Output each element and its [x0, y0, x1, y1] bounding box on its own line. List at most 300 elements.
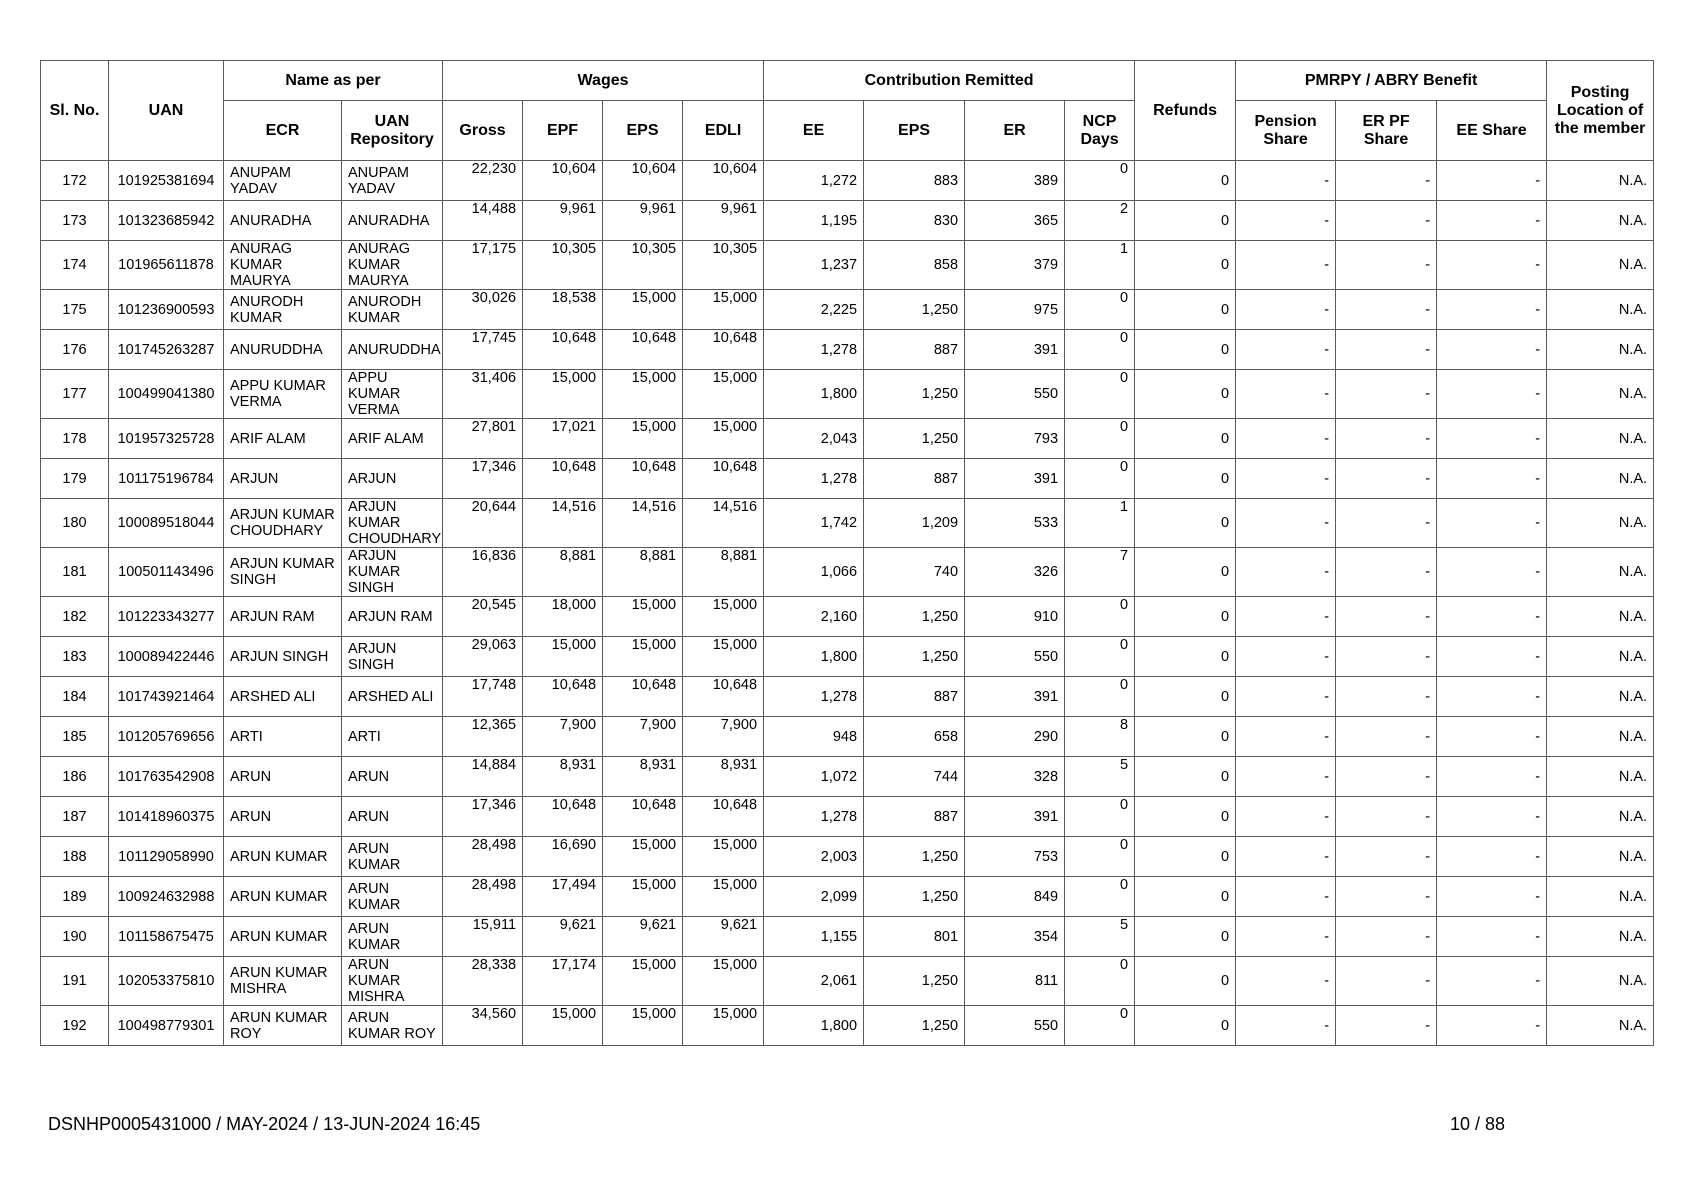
header-pension-share: Pension Share: [1236, 101, 1336, 161]
cell-ncp-days: 0: [1065, 677, 1135, 717]
cell-ee-share: -: [1437, 597, 1547, 637]
cell-sl-no: 188: [41, 837, 109, 877]
cell-er-pf-share: -: [1336, 877, 1437, 917]
cell-ecr-name: ARJUN RAM: [224, 597, 342, 637]
cell-epf: 18,000: [523, 597, 603, 637]
cell-epf: 17,494: [523, 877, 603, 917]
header-uan: UAN: [109, 61, 224, 161]
cell-sl-no: 183: [41, 637, 109, 677]
cell-ee: 1,272: [764, 161, 864, 201]
cell-uan-repository-name: ARUN KUMAR: [342, 877, 443, 917]
cell-pension-share: -: [1236, 330, 1336, 370]
cell-eps: 10,305: [603, 241, 683, 290]
cell-edli: 15,000: [683, 837, 764, 877]
cell-ncp-days: 0: [1065, 330, 1135, 370]
cell-uan: 100924632988: [109, 877, 224, 917]
cell-refunds: 0: [1135, 161, 1236, 201]
footer-document-reference: DSNHP0005431000 / MAY-2024 / 13-JUN-2024 16:45: [48, 1114, 481, 1134]
cell-eps: 15,000: [603, 290, 683, 330]
cell-ee-share: -: [1437, 917, 1547, 957]
cell-ncp-days: 0: [1065, 957, 1135, 1006]
cell-epf: 14,516: [523, 499, 603, 548]
cell-ee-share: -: [1437, 419, 1547, 459]
cell-ee: 1,237: [764, 241, 864, 290]
cell-ee: 1,800: [764, 1006, 864, 1046]
cell-gross: 14,488: [443, 201, 523, 241]
cell-posting-location: N.A.: [1547, 290, 1654, 330]
cell-ee: 1,278: [764, 677, 864, 717]
cell-uan-repository-name: APPU KUMAR VERMA: [342, 370, 443, 419]
cell-ee-share: -: [1437, 677, 1547, 717]
cell-er-pf-share: -: [1336, 677, 1437, 717]
cell-pension-share: -: [1236, 161, 1336, 201]
cell-ee: 2,225: [764, 290, 864, 330]
cell-ncp-days: 8: [1065, 717, 1135, 757]
cell-posting-location: N.A.: [1547, 330, 1654, 370]
cell-epf: 7,900: [523, 717, 603, 757]
cell-eps: 9,961: [603, 201, 683, 241]
cell-ee: 1,278: [764, 797, 864, 837]
cell-epf: 9,621: [523, 917, 603, 957]
header-contribution-remitted: Contribution Remitted: [764, 61, 1135, 101]
cell-refunds: 0: [1135, 499, 1236, 548]
cell-posting-location: N.A.: [1547, 419, 1654, 459]
cell-ee: 1,800: [764, 637, 864, 677]
cell-ecr-name: ANURADHA: [224, 201, 342, 241]
cell-uan-repository-name: ARUN KUMAR ROY: [342, 1006, 443, 1046]
cell-gross: 17,745: [443, 330, 523, 370]
cell-pension-share: -: [1236, 548, 1336, 597]
cell-eps-contribution: 883: [864, 161, 965, 201]
cell-uan-repository-name: ARJUN KUMAR SINGH: [342, 548, 443, 597]
cell-ee-share: -: [1437, 459, 1547, 499]
cell-epf: 9,961: [523, 201, 603, 241]
cell-epf: 8,881: [523, 548, 603, 597]
cell-uan-repository-name: ARUN: [342, 797, 443, 837]
cell-eps: 14,516: [603, 499, 683, 548]
cell-ecr-name: ARUN KUMAR: [224, 917, 342, 957]
cell-ecr-name: ARUN KUMAR: [224, 877, 342, 917]
cell-uan: 101236900593: [109, 290, 224, 330]
cell-sl-no: 192: [41, 1006, 109, 1046]
cell-er: 379: [965, 241, 1065, 290]
cell-er-pf-share: -: [1336, 637, 1437, 677]
cell-epf: 15,000: [523, 637, 603, 677]
cell-edli: 15,000: [683, 290, 764, 330]
cell-posting-location: N.A.: [1547, 917, 1654, 957]
cell-er: 753: [965, 837, 1065, 877]
cell-epf: 18,538: [523, 290, 603, 330]
cell-edli: 9,961: [683, 201, 764, 241]
cell-uan: 101129058990: [109, 837, 224, 877]
cell-eps-contribution: 801: [864, 917, 965, 957]
cell-ee-share: -: [1437, 370, 1547, 419]
cell-refunds: 0: [1135, 917, 1236, 957]
cell-ee: 2,043: [764, 419, 864, 459]
table-row: [41, 459, 1654, 499]
cell-pension-share: -: [1236, 597, 1336, 637]
table-row: [41, 957, 1654, 1006]
cell-epf: 10,648: [523, 330, 603, 370]
cell-er-pf-share: -: [1336, 917, 1437, 957]
cell-pension-share: -: [1236, 797, 1336, 837]
cell-posting-location: N.A.: [1547, 161, 1654, 201]
cell-pension-share: -: [1236, 290, 1336, 330]
cell-ecr-name: ARJUN KUMAR CHOUDHARY: [224, 499, 342, 548]
cell-ncp-days: 0: [1065, 597, 1135, 637]
cell-ncp-days: 0: [1065, 290, 1135, 330]
cell-ecr-name: ARJUN KUMAR SINGH: [224, 548, 342, 597]
cell-ncp-days: 0: [1065, 459, 1135, 499]
cell-pension-share: -: [1236, 917, 1336, 957]
cell-refunds: 0: [1135, 370, 1236, 419]
cell-er: 811: [965, 957, 1065, 1006]
cell-ee: 2,099: [764, 877, 864, 917]
cell-edli: 10,604: [683, 161, 764, 201]
cell-sl-no: 191: [41, 957, 109, 1006]
cell-ee: 1,278: [764, 459, 864, 499]
cell-refunds: 0: [1135, 957, 1236, 1006]
cell-pension-share: -: [1236, 637, 1336, 677]
cell-uan: 101743921464: [109, 677, 224, 717]
cell-er-pf-share: -: [1336, 241, 1437, 290]
cell-eps-contribution: 830: [864, 201, 965, 241]
cell-sl-no: 182: [41, 597, 109, 637]
cell-ee-share: -: [1437, 241, 1547, 290]
cell-ncp-days: 0: [1065, 797, 1135, 837]
header-wages: Wages: [443, 61, 764, 101]
cell-pension-share: -: [1236, 757, 1336, 797]
cell-ee-share: -: [1437, 797, 1547, 837]
cell-eps: 15,000: [603, 370, 683, 419]
cell-er-pf-share: -: [1336, 717, 1437, 757]
cell-sl-no: 190: [41, 917, 109, 957]
cell-ecr-name: ANURAG KUMAR MAURYA: [224, 241, 342, 290]
cell-uan: 101763542908: [109, 757, 224, 797]
cell-posting-location: N.A.: [1547, 241, 1654, 290]
cell-ecr-name: ARUN KUMAR ROY: [224, 1006, 342, 1046]
cell-er-pf-share: -: [1336, 161, 1437, 201]
header-gross: Gross: [443, 101, 523, 161]
cell-er-pf-share: -: [1336, 290, 1437, 330]
cell-ncp-days: 1: [1065, 241, 1135, 290]
cell-eps: 15,000: [603, 837, 683, 877]
table-row: [41, 201, 1654, 241]
table-row: [41, 757, 1654, 797]
cell-ee-share: -: [1437, 877, 1547, 917]
cell-eps-contribution: 887: [864, 677, 965, 717]
cell-sl-no: 178: [41, 419, 109, 459]
cell-refunds: 0: [1135, 797, 1236, 837]
cell-ecr-name: ARTI: [224, 717, 342, 757]
cell-er-pf-share: -: [1336, 797, 1437, 837]
cell-ecr-name: ANURUDDHA: [224, 330, 342, 370]
cell-refunds: 0: [1135, 877, 1236, 917]
header-er-pf-share: ER PF Share: [1336, 101, 1437, 161]
cell-uan: 101418960375: [109, 797, 224, 837]
cell-uan-repository-name: ARTI: [342, 717, 443, 757]
cell-ecr-name: ARUN: [224, 797, 342, 837]
header-edli: EDLI: [683, 101, 764, 161]
cell-er-pf-share: -: [1336, 757, 1437, 797]
cell-sl-no: 184: [41, 677, 109, 717]
table-row: [41, 797, 1654, 837]
cell-posting-location: N.A.: [1547, 370, 1654, 419]
cell-ee-share: -: [1437, 499, 1547, 548]
table-row: [41, 877, 1654, 917]
cell-eps: 8,931: [603, 757, 683, 797]
cell-refunds: 0: [1135, 548, 1236, 597]
cell-eps-contribution: 1,250: [864, 370, 965, 419]
cell-pension-share: -: [1236, 201, 1336, 241]
cell-er: 290: [965, 717, 1065, 757]
cell-er: 910: [965, 597, 1065, 637]
cell-uan-repository-name: ARJUN: [342, 459, 443, 499]
cell-er: 365: [965, 201, 1065, 241]
cell-refunds: 0: [1135, 677, 1236, 717]
cell-ncp-days: 5: [1065, 917, 1135, 957]
cell-eps-contribution: 1,250: [864, 637, 965, 677]
cell-sl-no: 179: [41, 459, 109, 499]
cell-gross: 17,346: [443, 459, 523, 499]
cell-gross: 14,884: [443, 757, 523, 797]
cell-er: 550: [965, 637, 1065, 677]
cell-uan-repository-name: ARIF ALAM: [342, 419, 443, 459]
cell-sl-no: 180: [41, 499, 109, 548]
cell-sl-no: 185: [41, 717, 109, 757]
cell-ncp-days: 5: [1065, 757, 1135, 797]
cell-uan-repository-name: ARJUN RAM: [342, 597, 443, 637]
cell-edli: 15,000: [683, 637, 764, 677]
cell-ncp-days: 0: [1065, 837, 1135, 877]
cell-er: 550: [965, 1006, 1065, 1046]
cell-uan: 100498779301: [109, 1006, 224, 1046]
cell-er: 354: [965, 917, 1065, 957]
cell-er: 328: [965, 757, 1065, 797]
header-refunds: Refunds: [1135, 61, 1236, 161]
cell-ee-share: -: [1437, 837, 1547, 877]
cell-eps: 10,648: [603, 459, 683, 499]
cell-ncp-days: 2: [1065, 201, 1135, 241]
cell-refunds: 0: [1135, 637, 1236, 677]
cell-uan-repository-name: ARSHED ALI: [342, 677, 443, 717]
header-er: ER: [965, 101, 1065, 161]
cell-edli: 15,000: [683, 419, 764, 459]
cell-epf: 10,648: [523, 797, 603, 837]
cell-posting-location: N.A.: [1547, 717, 1654, 757]
cell-refunds: 0: [1135, 459, 1236, 499]
cell-eps: 8,881: [603, 548, 683, 597]
header-pmrpy-abry: PMRPY / ABRY Benefit: [1236, 61, 1547, 101]
cell-eps-contribution: 1,250: [864, 837, 965, 877]
cell-er-pf-share: -: [1336, 548, 1437, 597]
header-ee: EE: [764, 101, 864, 161]
cell-gross: 15,911: [443, 917, 523, 957]
cell-ee-share: -: [1437, 548, 1547, 597]
cell-posting-location: N.A.: [1547, 1006, 1654, 1046]
cell-eps-contribution: 1,250: [864, 290, 965, 330]
cell-eps: 15,000: [603, 877, 683, 917]
cell-eps-contribution: 658: [864, 717, 965, 757]
cell-edli: 14,516: [683, 499, 764, 548]
cell-pension-share: -: [1236, 459, 1336, 499]
cell-posting-location: N.A.: [1547, 957, 1654, 1006]
cell-uan-repository-name: ANURAG KUMAR MAURYA: [342, 241, 443, 290]
footer-page-number: 10 / 88: [1450, 1114, 1506, 1134]
cell-er-pf-share: -: [1336, 1006, 1437, 1046]
cell-er: 391: [965, 459, 1065, 499]
cell-ncp-days: 0: [1065, 419, 1135, 459]
cell-uan: 101223343277: [109, 597, 224, 637]
cell-edli: 15,000: [683, 370, 764, 419]
cell-ee: 2,061: [764, 957, 864, 1006]
cell-uan-repository-name: ARJUN KUMAR CHOUDHARY: [342, 499, 443, 548]
cell-uan: 101745263287: [109, 330, 224, 370]
cell-er-pf-share: -: [1336, 459, 1437, 499]
cell-ncp-days: 0: [1065, 161, 1135, 201]
cell-gross: 16,836: [443, 548, 523, 597]
cell-ee-share: -: [1437, 757, 1547, 797]
header-ncp-days: NCP Days: [1065, 101, 1135, 161]
cell-uan-repository-name: ANURODH KUMAR: [342, 290, 443, 330]
cell-ee-share: -: [1437, 201, 1547, 241]
cell-er: 793: [965, 419, 1065, 459]
cell-pension-share: -: [1236, 1006, 1336, 1046]
table-row: [41, 917, 1654, 957]
cell-edli: 10,648: [683, 677, 764, 717]
table-row: [41, 677, 1654, 717]
cell-sl-no: 172: [41, 161, 109, 201]
table-row: [41, 597, 1654, 637]
cell-eps-contribution: 1,250: [864, 597, 965, 637]
cell-uan: 101965611878: [109, 241, 224, 290]
cell-er-pf-share: -: [1336, 330, 1437, 370]
cell-uan: 100501143496: [109, 548, 224, 597]
cell-ee: 1,742: [764, 499, 864, 548]
cell-ecr-name: ARJUN: [224, 459, 342, 499]
cell-pension-share: -: [1236, 241, 1336, 290]
cell-ee-share: -: [1437, 717, 1547, 757]
cell-eps: 15,000: [603, 1006, 683, 1046]
cell-eps-contribution: 1,250: [864, 1006, 965, 1046]
cell-uan-repository-name: ARJUN SINGH: [342, 637, 443, 677]
cell-epf: 16,690: [523, 837, 603, 877]
cell-epf: 15,000: [523, 1006, 603, 1046]
cell-er: 849: [965, 877, 1065, 917]
cell-posting-location: N.A.: [1547, 637, 1654, 677]
cell-sl-no: 174: [41, 241, 109, 290]
cell-edli: 15,000: [683, 597, 764, 637]
cell-uan: 100499041380: [109, 370, 224, 419]
table-row: [41, 419, 1654, 459]
header-posting-location: Posting Location of the member: [1547, 61, 1654, 161]
cell-ecr-name: ANUPAM YADAV: [224, 161, 342, 201]
header-sl-no: Sl. No.: [41, 61, 109, 161]
cell-gross: 28,498: [443, 837, 523, 877]
cell-posting-location: N.A.: [1547, 797, 1654, 837]
cell-posting-location: N.A.: [1547, 837, 1654, 877]
cell-eps-contribution: 858: [864, 241, 965, 290]
cell-refunds: 0: [1135, 290, 1236, 330]
header-eps-contribution: EPS: [864, 101, 965, 161]
cell-pension-share: -: [1236, 677, 1336, 717]
cell-pension-share: -: [1236, 370, 1336, 419]
cell-eps: 15,000: [603, 637, 683, 677]
cell-eps-contribution: 744: [864, 757, 965, 797]
cell-eps-contribution: 1,250: [864, 419, 965, 459]
cell-uan-repository-name: ANURADHA: [342, 201, 443, 241]
table-row: [41, 717, 1654, 757]
cell-ee: 2,160: [764, 597, 864, 637]
cell-gross: 34,560: [443, 1006, 523, 1046]
cell-posting-location: N.A.: [1547, 459, 1654, 499]
cell-eps: 15,000: [603, 419, 683, 459]
cell-gross: 20,545: [443, 597, 523, 637]
cell-uan-repository-name: ARUN: [342, 757, 443, 797]
cell-posting-location: N.A.: [1547, 201, 1654, 241]
cell-uan-repository-name: ARUN KUMAR: [342, 917, 443, 957]
cell-pension-share: -: [1236, 877, 1336, 917]
table-header: [41, 61, 1654, 161]
cell-ncp-days: 7: [1065, 548, 1135, 597]
cell-sl-no: 176: [41, 330, 109, 370]
cell-gross: 12,365: [443, 717, 523, 757]
cell-uan: 100089422446: [109, 637, 224, 677]
cell-er: 975: [965, 290, 1065, 330]
table-body: [41, 161, 1654, 1046]
table-row: [41, 837, 1654, 877]
cell-ee: 1,066: [764, 548, 864, 597]
cell-gross: 17,748: [443, 677, 523, 717]
cell-ecr-name: ARUN: [224, 757, 342, 797]
cell-ecr-name: ARUN KUMAR MISHRA: [224, 957, 342, 1006]
table-row: [41, 330, 1654, 370]
cell-gross: 20,644: [443, 499, 523, 548]
cell-uan-repository-name: ANURUDDHA: [342, 330, 443, 370]
table-row: [41, 241, 1654, 290]
cell-eps: 15,000: [603, 957, 683, 1006]
cell-sl-no: 181: [41, 548, 109, 597]
cell-ecr-name: ARSHED ALI: [224, 677, 342, 717]
cell-eps-contribution: 1,250: [864, 957, 965, 1006]
cell-ee: 2,003: [764, 837, 864, 877]
cell-gross: 17,175: [443, 241, 523, 290]
cell-refunds: 0: [1135, 330, 1236, 370]
cell-edli: 8,931: [683, 757, 764, 797]
cell-eps-contribution: 887: [864, 459, 965, 499]
cell-edli: 10,305: [683, 241, 764, 290]
cell-gross: 30,026: [443, 290, 523, 330]
header-ecr: ECR: [224, 101, 342, 161]
cell-edli: 9,621: [683, 917, 764, 957]
cell-uan: 101175196784: [109, 459, 224, 499]
cell-gross: 28,498: [443, 877, 523, 917]
cell-ee-share: -: [1437, 290, 1547, 330]
cell-pension-share: -: [1236, 837, 1336, 877]
cell-gross: 29,063: [443, 637, 523, 677]
cell-ee: 1,155: [764, 917, 864, 957]
cell-refunds: 0: [1135, 419, 1236, 459]
cell-sl-no: 187: [41, 797, 109, 837]
cell-refunds: 0: [1135, 837, 1236, 877]
cell-gross: 27,801: [443, 419, 523, 459]
cell-refunds: 0: [1135, 717, 1236, 757]
header-ee-share: EE Share: [1437, 101, 1547, 161]
cell-uan: 101205769656: [109, 717, 224, 757]
cell-ecr-name: ARIF ALAM: [224, 419, 342, 459]
cell-edli: 7,900: [683, 717, 764, 757]
cell-eps: 10,648: [603, 330, 683, 370]
